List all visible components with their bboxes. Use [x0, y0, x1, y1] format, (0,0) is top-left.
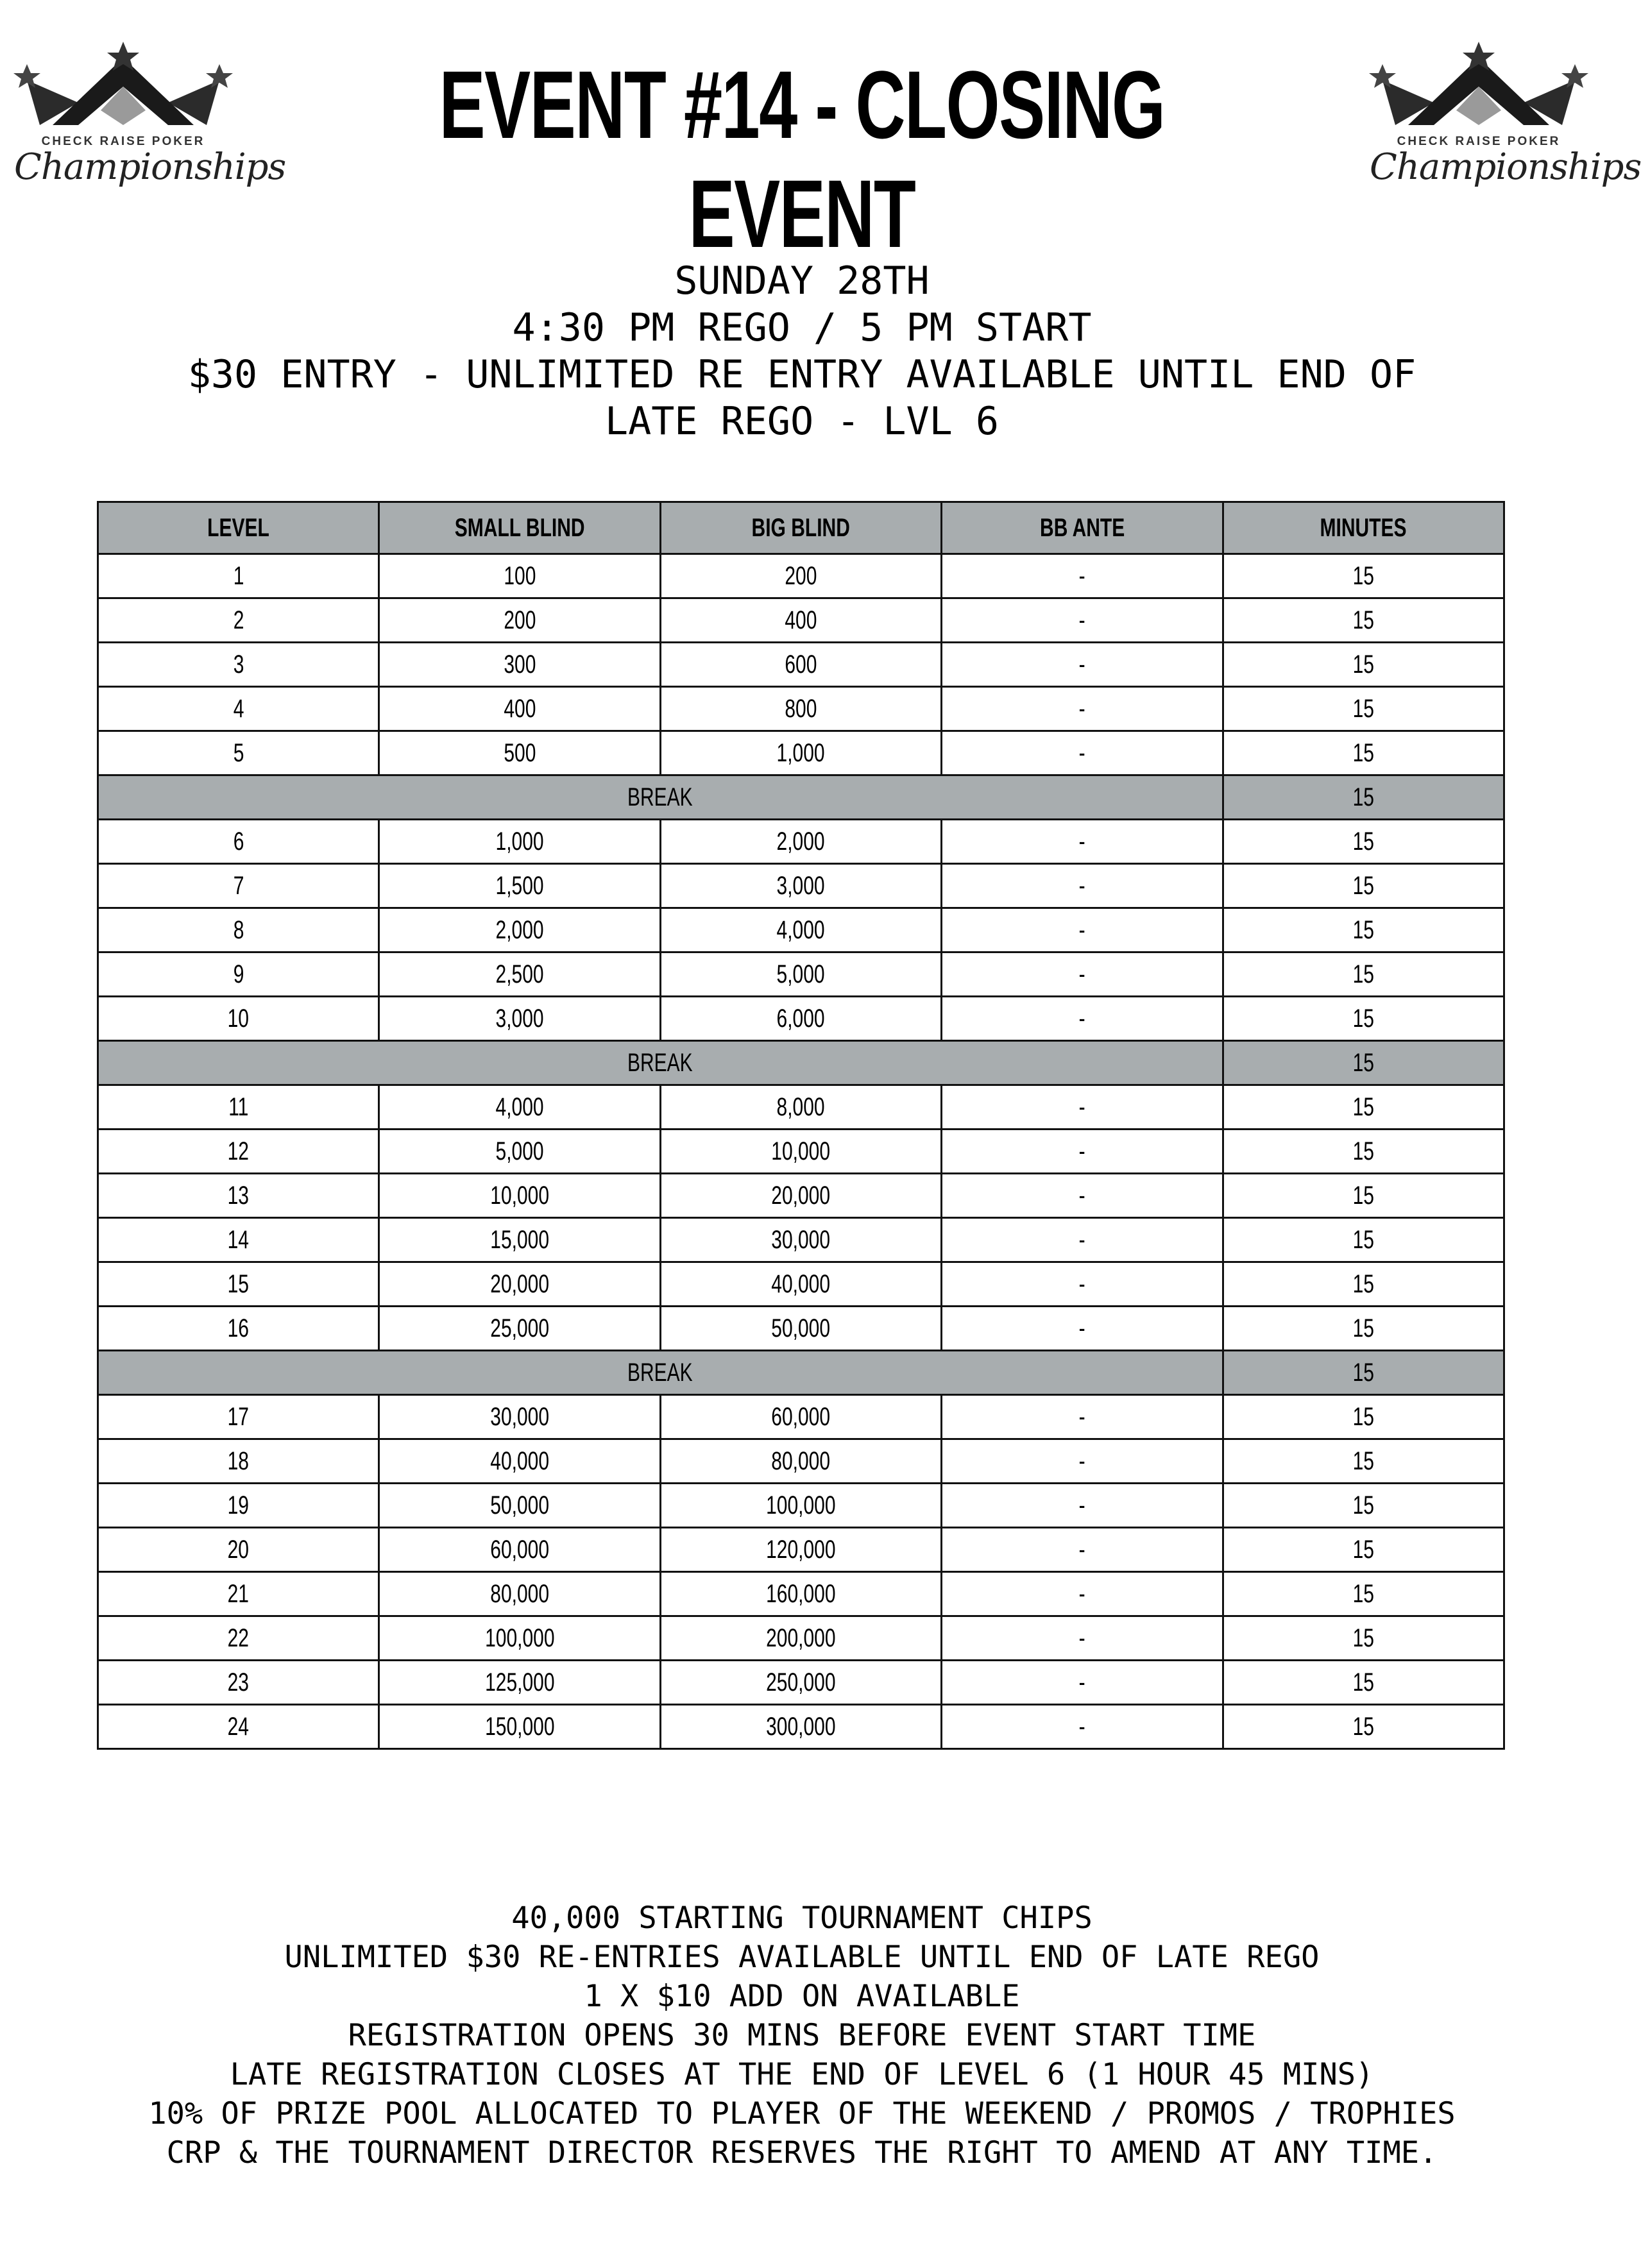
- cell-small-blind: 300: [379, 643, 660, 687]
- table-row: [98, 731, 1504, 775]
- cell-bb-ante: -: [942, 1395, 1223, 1439]
- table-row: [98, 554, 1504, 598]
- page-title: EVENT #14 - CLOSING EVENT: [439, 51, 1165, 267]
- cell-level: 4: [98, 687, 379, 731]
- cell-level: 10: [98, 997, 379, 1041]
- cell-bb-ante: -: [942, 1439, 1223, 1484]
- footer-notes: [96, 1899, 1508, 2172]
- cell-minutes: 15: [1223, 908, 1504, 952]
- cell-big-blind: 300,000: [660, 1705, 941, 1749]
- logo-right: [1370, 38, 1641, 212]
- cell-big-blind: 30,000: [660, 1218, 941, 1262]
- footer-line: REGISTRATION OPENS 30 MINS BEFORE EVENT START TIME: [348, 2018, 1256, 2053]
- cell-big-blind: 160,000: [660, 1572, 941, 1616]
- table-row: [98, 1528, 1504, 1572]
- cell-small-blind: 200: [379, 598, 660, 643]
- table-row: [98, 1130, 1504, 1174]
- cell-small-blind: 20,000: [379, 1262, 660, 1307]
- cell-minutes: 15: [1223, 643, 1504, 687]
- cell-minutes: 15: [1223, 1041, 1504, 1085]
- cell-big-blind: 40,000: [660, 1262, 941, 1307]
- logo-brand-text: CHECK RAISE POKER: [41, 135, 205, 148]
- cell-minutes: 15: [1223, 1616, 1504, 1661]
- cell-bb-ante: -: [942, 1174, 1223, 1218]
- table-body: [98, 554, 1504, 1749]
- break-row: [98, 775, 1504, 820]
- event-entry: $30 ENTRY - UNLIMITED RE ENTRY AVAILABLE UNTIL END OF: [187, 352, 1416, 397]
- cell-bb-ante: -: [942, 1705, 1223, 1749]
- header-small-blind: SMALL BLIND: [379, 502, 660, 554]
- cell-small-blind: 2,500: [379, 952, 660, 997]
- cell-bb-ante: -: [942, 598, 1223, 643]
- cell-bb-ante: -: [942, 1661, 1223, 1705]
- event-time: 4:30 PM REGO / 5 PM START: [512, 305, 1092, 350]
- table-row: [98, 598, 1504, 643]
- cell-minutes: 15: [1223, 1528, 1504, 1572]
- cell-level: 17: [98, 1395, 379, 1439]
- footer-line: 1 X $10 ADD ON AVAILABLE: [584, 1979, 1020, 2014]
- cell-small-blind: 400: [379, 687, 660, 731]
- cell-minutes: 15: [1223, 1572, 1504, 1616]
- cell-minutes: 15: [1223, 1705, 1504, 1749]
- cell-minutes: 15: [1223, 1439, 1504, 1484]
- cell-level: 21: [98, 1572, 379, 1616]
- cell-big-blind: 100,000: [660, 1484, 941, 1528]
- cell-minutes: 15: [1223, 687, 1504, 731]
- table-row: [98, 1572, 1504, 1616]
- break-row: [98, 1041, 1504, 1085]
- cell-minutes: 15: [1223, 1262, 1504, 1307]
- cell-minutes: 15: [1223, 952, 1504, 997]
- cell-small-blind: 100: [379, 554, 660, 598]
- cell-small-blind: 4,000: [379, 1085, 660, 1130]
- header-big-blind: BIG BLIND: [660, 502, 941, 554]
- table-row: [98, 908, 1504, 952]
- cell-bb-ante: -: [942, 643, 1223, 687]
- cell-level: 18: [98, 1439, 379, 1484]
- table-row: [98, 1439, 1504, 1484]
- cell-level: 5: [98, 731, 379, 775]
- cell-minutes: 15: [1223, 997, 1504, 1041]
- cell-minutes: 15: [1223, 775, 1504, 820]
- cell-small-blind: 1,500: [379, 864, 660, 908]
- cell-bb-ante: -: [942, 908, 1223, 952]
- break-label: BREAK: [98, 775, 1223, 820]
- cell-level: 2: [98, 598, 379, 643]
- break-row: [98, 1351, 1504, 1395]
- cell-bb-ante: -: [942, 1085, 1223, 1130]
- cell-level: 20: [98, 1528, 379, 1572]
- table-row: [98, 1484, 1504, 1528]
- cell-minutes: 15: [1223, 1351, 1504, 1395]
- table-row: [98, 1307, 1504, 1351]
- table-row: [98, 1174, 1504, 1218]
- table-row: [98, 952, 1504, 997]
- cell-minutes: 15: [1223, 1130, 1504, 1174]
- cell-minutes: 15: [1223, 1484, 1504, 1528]
- cell-small-blind: 50,000: [379, 1484, 660, 1528]
- cell-level: 7: [98, 864, 379, 908]
- cell-bb-ante: -: [942, 687, 1223, 731]
- logo-left: [14, 38, 286, 212]
- cell-level: 22: [98, 1616, 379, 1661]
- cell-minutes: 15: [1223, 1307, 1504, 1351]
- cell-big-blind: 400: [660, 598, 941, 643]
- cell-minutes: 15: [1223, 1085, 1504, 1130]
- cell-level: 14: [98, 1218, 379, 1262]
- cell-small-blind: 100,000: [379, 1616, 660, 1661]
- cell-bb-ante: -: [942, 997, 1223, 1041]
- table-row: [98, 1705, 1504, 1749]
- cell-big-blind: 800: [660, 687, 941, 731]
- cell-level: 23: [98, 1661, 379, 1705]
- footer-line: CRP & THE TOURNAMENT DIRECTOR RESERVES THE RIGHT TO AMEND AT ANY TIME.: [166, 2135, 1438, 2171]
- logo-script-text: Championships: [1370, 146, 1641, 188]
- cell-level: 9: [98, 952, 379, 997]
- cell-small-blind: 5,000: [379, 1130, 660, 1174]
- break-label: BREAK: [98, 1041, 1223, 1085]
- cell-level: 6: [98, 820, 379, 864]
- cell-minutes: 15: [1223, 1218, 1504, 1262]
- cell-big-blind: 600: [660, 643, 941, 687]
- cell-level: 1: [98, 554, 379, 598]
- table-row: [98, 1085, 1504, 1130]
- cell-small-blind: 3,000: [379, 997, 660, 1041]
- cell-bb-ante: -: [942, 1572, 1223, 1616]
- footer-line: 40,000 STARTING TOURNAMENT CHIPS: [511, 1900, 1093, 1936]
- cell-minutes: 15: [1223, 864, 1504, 908]
- crown-icon: [14, 38, 232, 135]
- cell-big-blind: 200,000: [660, 1616, 941, 1661]
- cell-level: 11: [98, 1085, 379, 1130]
- crown-icon: [1370, 38, 1588, 135]
- cell-small-blind: 15,000: [379, 1218, 660, 1262]
- logo-script-text: Championships: [14, 146, 286, 188]
- event-info: [115, 258, 1488, 445]
- table-row: [98, 997, 1504, 1041]
- cell-big-blind: 10,000: [660, 1130, 941, 1174]
- cell-level: 12: [98, 1130, 379, 1174]
- header-level: LEVEL: [98, 502, 379, 554]
- cell-minutes: 15: [1223, 1174, 1504, 1218]
- table-row: [98, 1218, 1504, 1262]
- cell-bb-ante: -: [942, 1218, 1223, 1262]
- cell-small-blind: 30,000: [379, 1395, 660, 1439]
- header-minutes: MINUTES: [1223, 502, 1504, 554]
- event-late-rego: LATE REGO - LVL 6: [604, 399, 999, 444]
- cell-bb-ante: -: [942, 1616, 1223, 1661]
- cell-level: 13: [98, 1174, 379, 1218]
- cell-big-blind: 4,000: [660, 908, 941, 952]
- cell-bb-ante: -: [942, 952, 1223, 997]
- cell-bb-ante: -: [942, 731, 1223, 775]
- cell-minutes: 15: [1223, 731, 1504, 775]
- footer-line: LATE REGISTRATION CLOSES AT THE END OF LEVEL 6 (1 HOUR 45 MINS): [230, 2057, 1374, 2092]
- cell-small-blind: 10,000: [379, 1174, 660, 1218]
- cell-big-blind: 2,000: [660, 820, 941, 864]
- cell-big-blind: 50,000: [660, 1307, 941, 1351]
- cell-level: 24: [98, 1705, 379, 1749]
- cell-big-blind: 60,000: [660, 1395, 941, 1439]
- table-header-row: [98, 502, 1504, 554]
- cell-big-blind: 1,000: [660, 731, 941, 775]
- cell-small-blind: 2,000: [379, 908, 660, 952]
- cell-level: 8: [98, 908, 379, 952]
- cell-bb-ante: -: [942, 820, 1223, 864]
- cell-minutes: 15: [1223, 1661, 1504, 1705]
- cell-minutes: 15: [1223, 1395, 1504, 1439]
- cell-small-blind: 40,000: [379, 1439, 660, 1484]
- cell-small-blind: 500: [379, 731, 660, 775]
- cell-big-blind: 3,000: [660, 864, 941, 908]
- cell-minutes: 15: [1223, 820, 1504, 864]
- cell-big-blind: 250,000: [660, 1661, 941, 1705]
- cell-big-blind: 120,000: [660, 1528, 941, 1572]
- cell-big-blind: 80,000: [660, 1439, 941, 1484]
- cell-big-blind: 6,000: [660, 997, 941, 1041]
- cell-bb-ante: -: [942, 1528, 1223, 1572]
- table-row: [98, 864, 1504, 908]
- event-date: SUNDAY 28TH: [674, 258, 930, 303]
- cell-bb-ante: -: [942, 554, 1223, 598]
- table-row: [98, 1616, 1504, 1661]
- cell-bb-ante: -: [942, 1262, 1223, 1307]
- footer-line: 10% OF PRIZE POOL ALLOCATED TO PLAYER OF THE WEEKEND / PROMOS / TROPHIES: [148, 2096, 1456, 2131]
- cell-small-blind: 1,000: [379, 820, 660, 864]
- cell-big-blind: 20,000: [660, 1174, 941, 1218]
- cell-level: 3: [98, 643, 379, 687]
- table-row: [98, 1262, 1504, 1307]
- table-row: [98, 687, 1504, 731]
- logo-brand-text: CHECK RAISE POKER: [1397, 135, 1561, 148]
- cell-small-blind: 125,000: [379, 1661, 660, 1705]
- cell-small-blind: 80,000: [379, 1572, 660, 1616]
- cell-big-blind: 5,000: [660, 952, 941, 997]
- cell-big-blind: 8,000: [660, 1085, 941, 1130]
- cell-bb-ante: -: [942, 1307, 1223, 1351]
- cell-level: 15: [98, 1262, 379, 1307]
- cell-minutes: 15: [1223, 554, 1504, 598]
- cell-bb-ante: -: [942, 864, 1223, 908]
- table-row: [98, 1395, 1504, 1439]
- break-label: BREAK: [98, 1351, 1223, 1395]
- cell-small-blind: 150,000: [379, 1705, 660, 1749]
- cell-bb-ante: -: [942, 1484, 1223, 1528]
- cell-minutes: 15: [1223, 598, 1504, 643]
- cell-small-blind: 25,000: [379, 1307, 660, 1351]
- blind-structure-table: [97, 501, 1505, 1750]
- cell-level: 19: [98, 1484, 379, 1528]
- table-row: [98, 820, 1504, 864]
- cell-small-blind: 60,000: [379, 1528, 660, 1572]
- header-bb-ante: BB ANTE: [942, 502, 1223, 554]
- cell-big-blind: 200: [660, 554, 941, 598]
- table-row: [98, 1661, 1504, 1705]
- cell-level: 16: [98, 1307, 379, 1351]
- footer-line: UNLIMITED $30 RE-ENTRIES AVAILABLE UNTIL END OF LATE REGO: [284, 1940, 1320, 1975]
- table-row: [98, 643, 1504, 687]
- cell-bb-ante: -: [942, 1130, 1223, 1174]
